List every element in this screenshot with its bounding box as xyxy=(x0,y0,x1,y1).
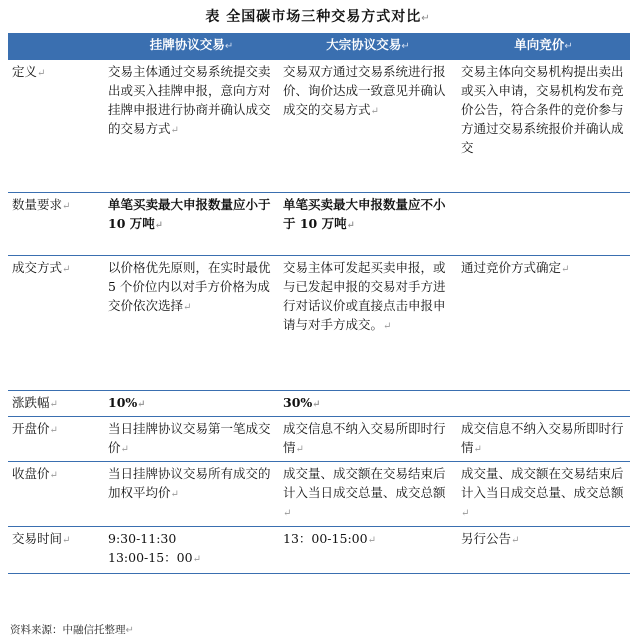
cell-quantity-block: 单笔买卖最大申报数量应不小于 10 万吨↵ xyxy=(279,193,457,256)
comparison-table xyxy=(8,33,630,574)
row-label-open: 开盘价↵ xyxy=(8,417,104,462)
table-row xyxy=(8,391,630,417)
row-label-deal: 成交方式↵ xyxy=(8,256,104,391)
cell-open-bidding: 成交信息不纳入交易所即时行情↵ xyxy=(457,417,630,462)
table-row xyxy=(8,462,630,527)
cell-open-listing: 当日挂牌协议交易第一笔成交价↵ xyxy=(104,417,279,462)
cell-limit-bidding xyxy=(457,391,630,417)
header-cell-empty xyxy=(8,33,104,60)
row-label-close: 收盘价↵ xyxy=(8,462,104,527)
table-row xyxy=(8,193,630,256)
source-note: 资料来源：中融信托整理↵ xyxy=(10,624,134,636)
cell-close-listing: 当日挂牌协议交易所有成交的加权平均价↵ xyxy=(104,462,279,527)
cell-limit-listing: 10%↵ xyxy=(104,391,279,417)
cell-close-block: 成交量、成交额在交易结束后计入当日成交总量、成交总额↵ xyxy=(279,462,457,527)
header-row xyxy=(8,33,630,60)
table-title-text: 表 全国碳市场三种交易方式对比 xyxy=(205,9,422,25)
cell-deal-listing: 以价格优先原则，在实时最优 5 个价位内以对手方价格为成交价依次选择↵ xyxy=(104,256,279,391)
cell-deal-bidding: 通过竞价方式确定↵ xyxy=(457,256,630,391)
cell-time-block: 13：00-15:00↵ xyxy=(279,527,457,574)
table-title xyxy=(0,6,636,26)
table-row xyxy=(8,527,630,574)
cell-open-block: 成交信息不纳入交易所即时行情↵ xyxy=(279,417,457,462)
header-block-agreement: 大宗协议交易↵ xyxy=(279,33,457,60)
table-row xyxy=(8,60,630,193)
header-one-way-bidding: 单向竞价↵ xyxy=(457,33,630,60)
cell-time-listing: 9:30-11:30 13:00-15：00↵ xyxy=(104,527,279,574)
cell-quantity-listing: 单笔买卖最大申报数量应小于 10 万吨↵ xyxy=(104,193,279,256)
cell-definition-listing: 交易主体通过交易系统提交卖出或买入挂牌申报，意向方对挂牌申报进行协商并确认成交的交易方式↵ xyxy=(104,60,279,193)
header-listing-agreement: 挂牌协议交易↵ xyxy=(104,33,279,60)
cell-quantity-bidding xyxy=(457,193,630,256)
table-row xyxy=(8,417,630,462)
cell-deal-block: 交易主体可发起买卖申报，或与已发起申报的交易对手方进行对话议价或直接点击申报申请与对手方成交。↵ xyxy=(279,256,457,391)
cell-time-bidding: 另行公告↵ xyxy=(457,527,630,574)
table-row xyxy=(8,256,630,391)
cell-definition-block: 交易双方通过交易系统进行报价、询价达成一致意见并确认成交的交易方式↵ xyxy=(279,60,457,193)
cell-close-bidding: 成交量、成交额在交易结束后计入当日成交总量、成交总额↵ xyxy=(457,462,630,527)
cell-limit-block: 30%↵ xyxy=(279,391,457,417)
paragraph-mark-icon: ↵ xyxy=(421,13,431,24)
row-label-limit: 涨跌幅↵ xyxy=(8,391,104,417)
row-label-time: 交易时间↵ xyxy=(8,527,104,574)
row-label-quantity: 数量要求↵ xyxy=(8,193,104,256)
cell-definition-bidding: 交易主体向交易机构提出卖出或买入申请，交易机构发布竞价公告，符合条件的竞价参与方通过交易系统报价并确认成交 xyxy=(457,60,630,193)
row-label-definition: 定义↵ xyxy=(8,60,104,193)
